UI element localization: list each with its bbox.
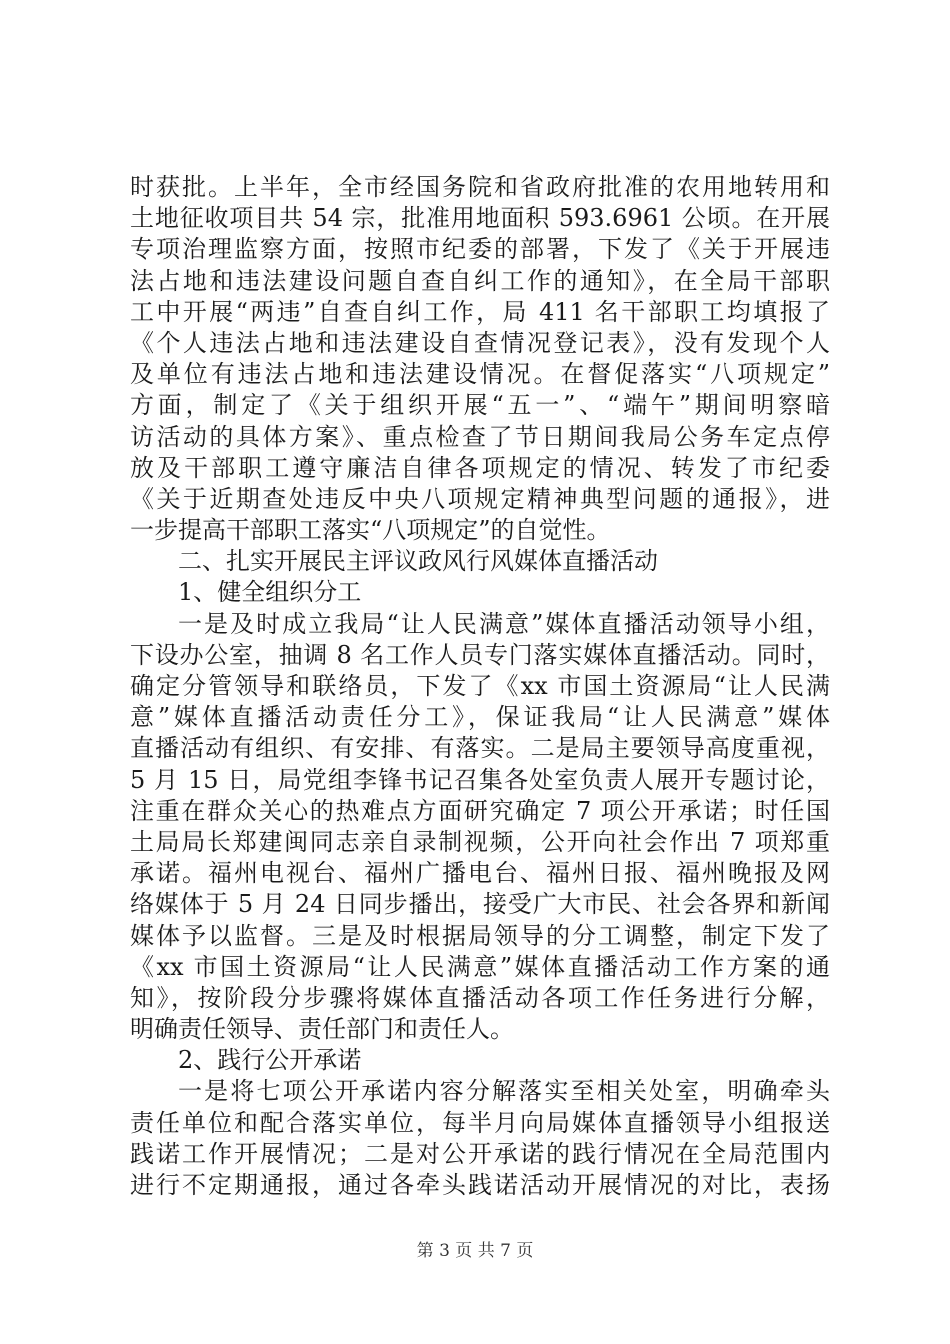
text-line: 《个人违法占地和违法建设自查情况登记表》，没有发现个人: [130, 328, 830, 357]
text-line: 时获批。上半年，全市经国务院和省政府批准的农用地转用和: [130, 173, 830, 201]
text-line: 一是及时成立我局“让人民满意”媒体直播活动领导小组，: [178, 609, 830, 638]
text-line: 践诺工作开展情况；二是对公开承诺的践行情况在全局范围内: [130, 1139, 830, 1168]
text-line: 《关于近期查处违反中央八项规定精神典型问题的通报》，进: [130, 484, 830, 513]
text-line: 确定分管领导和联络员，下发了《xx 市国土资源局“让人民满: [130, 672, 830, 700]
text-line: 一步提高干部职工落实“八项规定”的自觉性。: [130, 516, 611, 545]
text-line: 知》，按阶段分步骤将媒体直播活动各项工作任务进行分解，: [130, 983, 830, 1012]
body-text: [130, 172, 830, 1201]
text-line: 《xx 市国土资源局“让人民满意”媒体直播活动工作方案的通: [130, 952, 830, 981]
text-line: 进行不定期通报，通过各牵头践诺活动开展情况的对比，表扬: [130, 1171, 830, 1199]
page-number-footer: 第 3 页 共 7 页: [416, 1241, 534, 1261]
subsection-heading: 2、践行公开承诺: [178, 1046, 362, 1075]
text-line: 访活动的具体方案》、重点检查了节日期间我局公务车定点停: [130, 422, 830, 451]
section-heading: 二、扎实开展民主评议政风行风媒体直播活动: [178, 547, 658, 576]
text-line: 媒体予以监督。三是及时根据局领导的分工调整，制定下发了: [130, 921, 830, 950]
text-line: 专项治理监察方面，按照市纪委的部署，下发了《关于开展违: [130, 235, 830, 264]
text-line: 放及干部职工遵守廉洁自律各项规定的情况、转发了市纪委: [130, 453, 830, 482]
text-line: 责任单位和配合落实单位，每半月向局媒体直播领导小组报送: [130, 1108, 830, 1137]
text-line: 直播活动有组织、有安排、有落实。二是局主要领导高度重视，: [130, 734, 830, 763]
text-line: 及单位有违法占地和违法建设情况。在督促落实“八项规定”: [130, 360, 830, 389]
text-line: 工中开展“两违”自查自纠工作，局 411 名干部职工均填报了: [130, 297, 830, 326]
text-line: 明确责任领导、责任部门和责任人。: [130, 1015, 514, 1044]
text-line: 承诺。福州电视台、福州广播电台、福州日报、福州晚报及网: [130, 859, 830, 888]
subsection-heading: 1、健全组织分工: [178, 578, 362, 607]
text-line: 土局局长郑建闽同志亲自录制视频，公开向社会作出 7 项郑重: [130, 827, 830, 856]
text-line: 法占地和违法建设问题自查自纠工作的通知》，在全局干部职: [130, 266, 830, 295]
text-line: 络媒体于 5 月 24 日同步播出，接受广大市民、社会各界和新闻: [130, 890, 830, 919]
text-line: 土地征收项目共 54 宗，批准用地面积 593.6961 公顷。在开展: [130, 204, 830, 233]
text-line: 意”媒体直播活动责任分工》，保证我局“让人民满意”媒体: [130, 703, 830, 732]
text-line: 5 月 15 日，局党组李锋书记召集各处室负责人展开专题讨论，: [130, 765, 830, 794]
text-line: 一是将七项公开承诺内容分解落实至相关处室，明确牵头: [178, 1077, 830, 1106]
text-line: 方面，制定了《关于组织开展“五一”、“端午”期间明察暗: [130, 391, 830, 420]
text-line: 下设办公室，抽调 8 名工作人员专门落实媒体直播活动。同时，: [130, 640, 830, 669]
text-line: 注重在群众关心的热难点方面研究确定 7 项公开承诺；时任国: [130, 796, 830, 825]
